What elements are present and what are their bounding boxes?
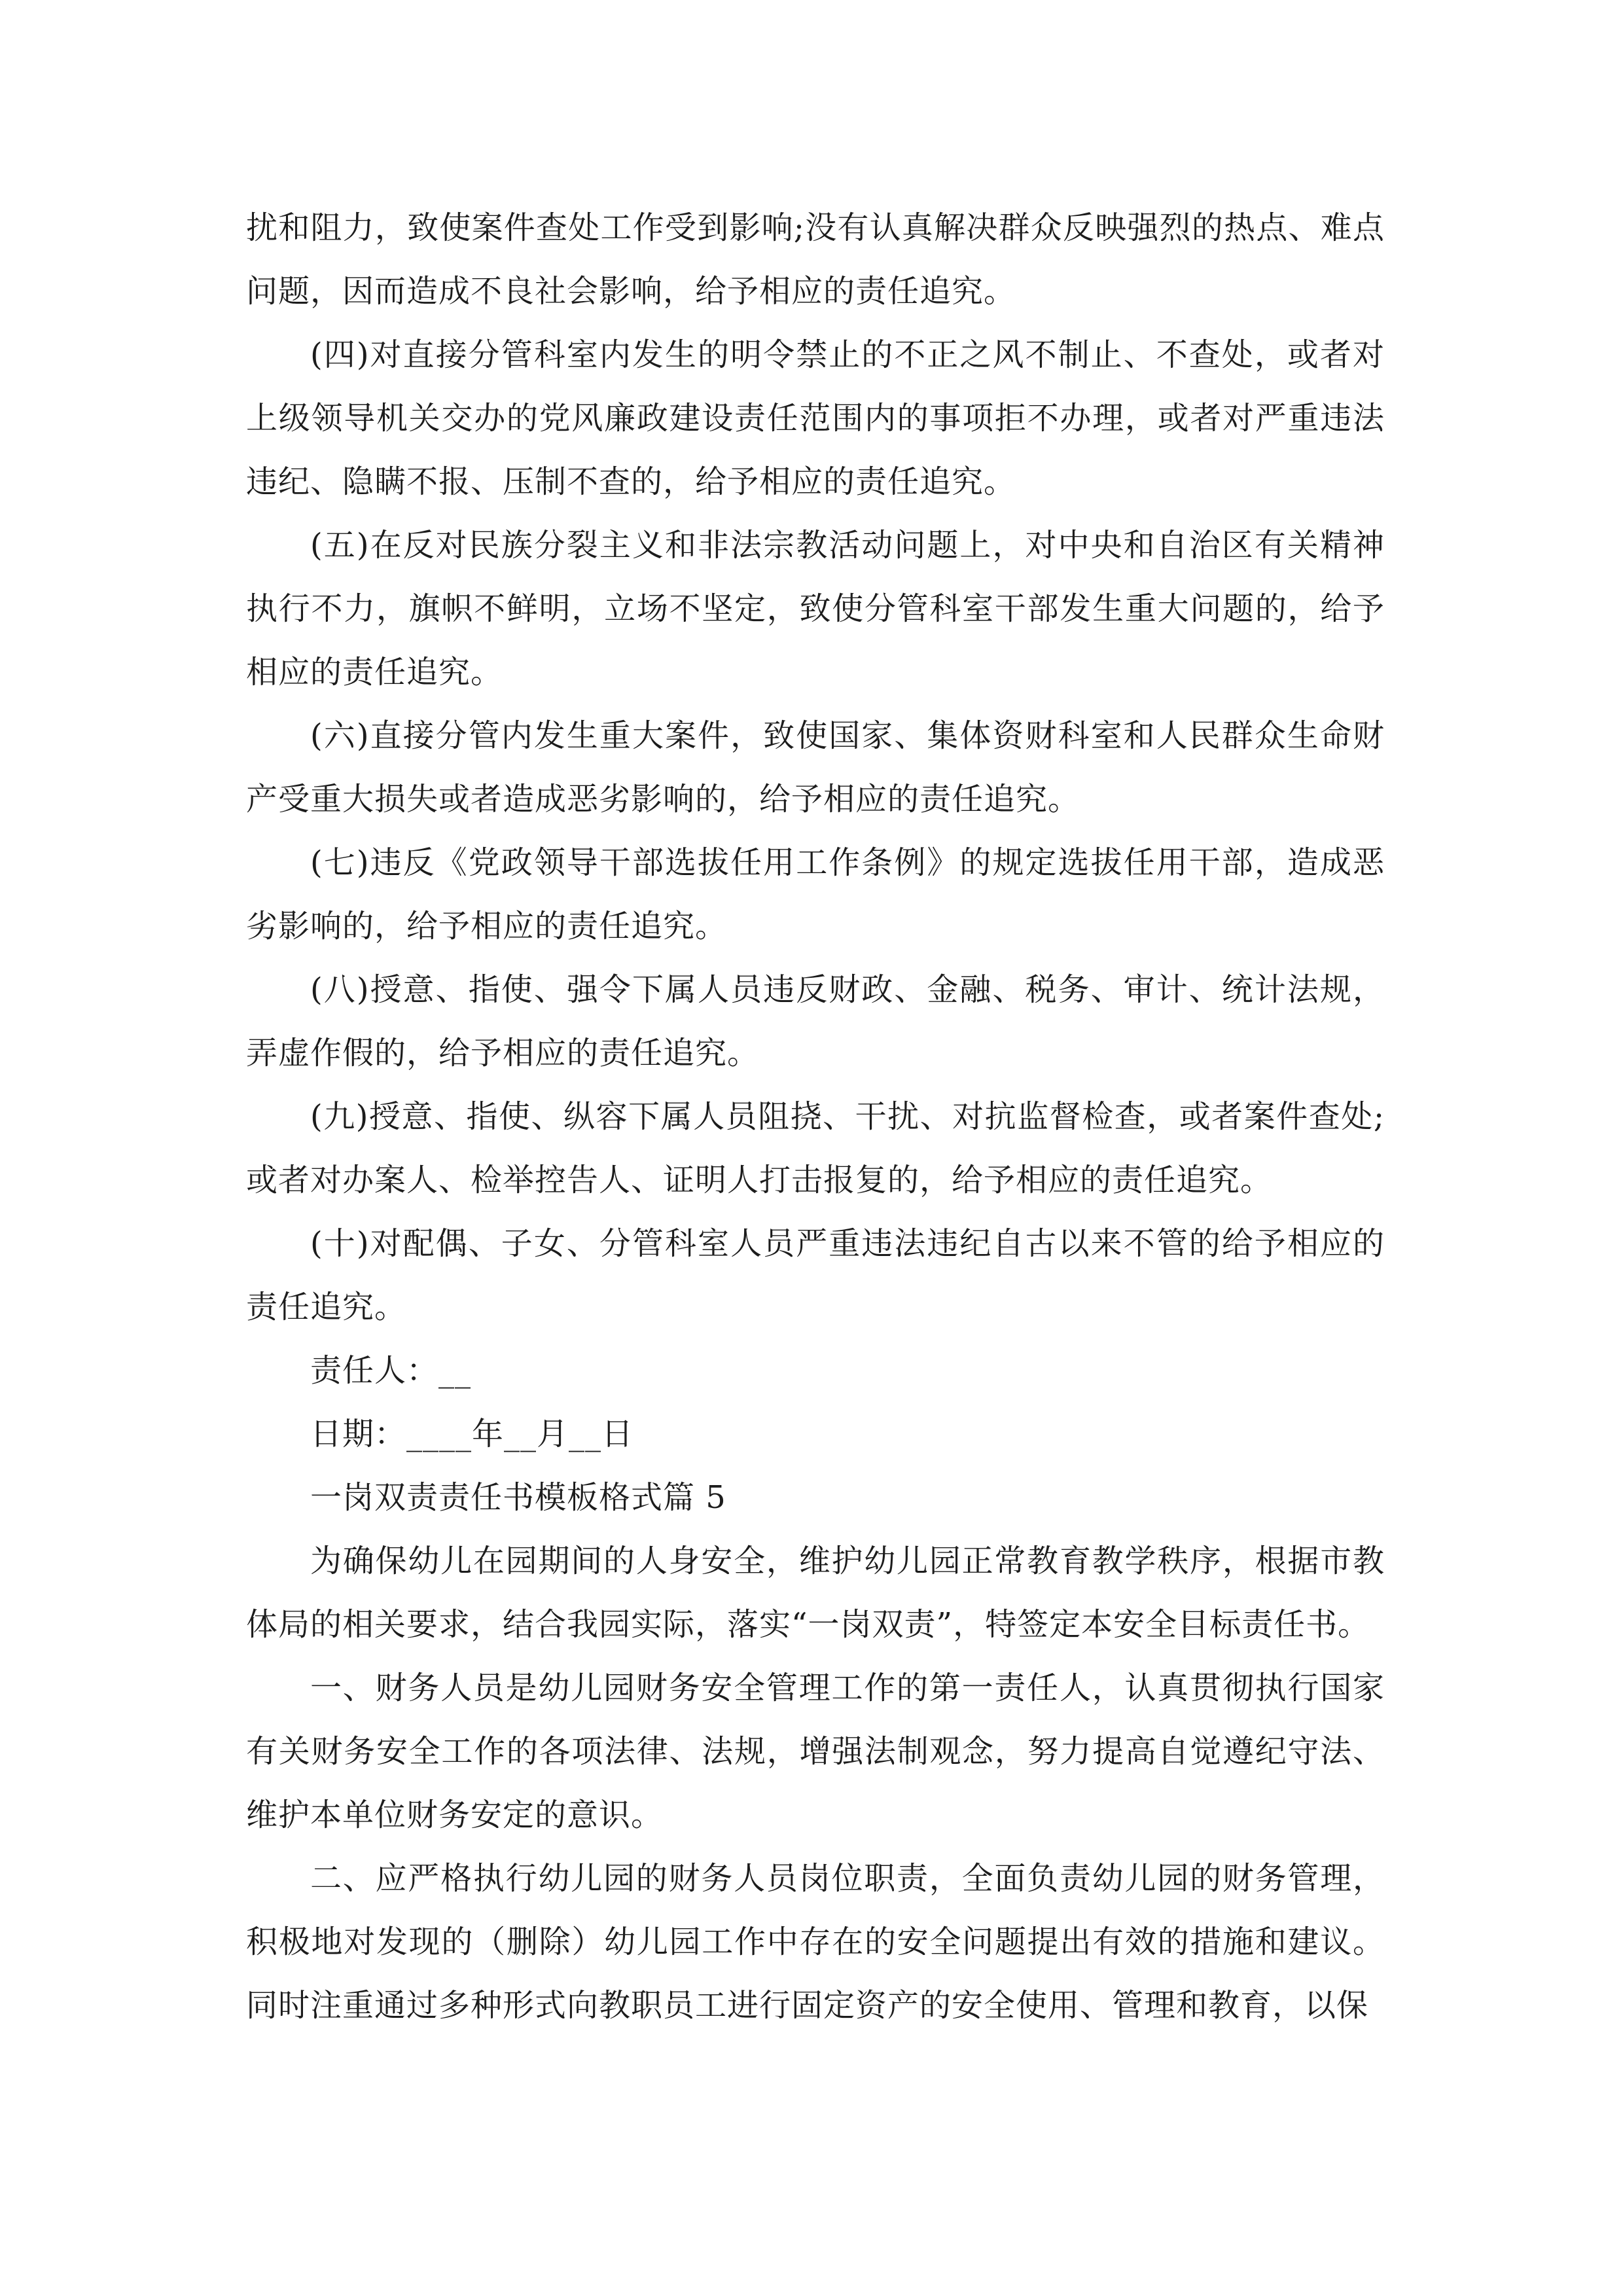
paragraph: 一、财务人员是幼儿园财务安全管理工作的第一责任人，认真贯彻执行国家有关财务安全工作的各项法律、法规，增强法制观念，努力提高自觉遵纪守法、维护本单位财务安定的意识。 (246, 1670, 1385, 1833)
paragraph: (八)授意、指使、强令下属人员违反财政、金融、税务、审计、统计法规，弄虚作假的，给予相应的责任追究。 (246, 971, 1385, 1071)
date-line: 日期：____年__月__日 (310, 1416, 634, 1452)
paragraph: (四)对直接分管科室内发生的明令禁止的不正之风不制止、不查处，或者对上级领导机关交办的党风廉政建设责任范围内的事项拒不办理，或者对严重违法违纪、隐瞒不报、压制不查的，给予相应的责任追究。 (246, 336, 1385, 500)
document-body (246, 196, 1385, 2037)
paragraph: 扰和阻力，致使案件查处工作受到影响;没有认真解决群众反映强烈的热点、难点问题，因而造成不良社会影响，给予相应的责任追究。 (246, 209, 1385, 310)
paragraph: (六)直接分管内发生重大案件，致使国家、集体资财科室和人民群众生命财产受重大损失或者造成恶劣影响的，给予相应的责任追究。 (246, 717, 1385, 817)
section-title: 一岗双责责任书模板格式篇 5 (310, 1479, 726, 1516)
paragraph: (九)授意、指使、纵容下属人员阻挠、干扰、对抗监督检查，或者案件查处;或者对办案人、检举控告人、证明人打击报复的，给予相应的责任追究。 (246, 1098, 1385, 1198)
paragraph: (七)违反《党政领导干部选拔任用工作条例》的规定选拔任用干部，造成恶劣影响的，给予相应的责任追究。 (246, 844, 1385, 944)
paragraph: 为确保幼儿在园期间的人身安全，维护幼儿园正常教育教学秩序，根据市教体局的相关要求，结合我园实际，落实“一岗双责”，特签定本安全目标责任书。 (246, 1543, 1385, 1643)
paragraph: 二、应严格执行幼儿园的财务人员岗位职责，全面负责幼儿园的财务管理，积极地对发现的（删除）幼儿园工作中存在的安全问题提出有效的措施和建议。同时注重通过多种形式向教职员工进行固定资产的安全使用、管理和教育，以保 (246, 1860, 1385, 2024)
paragraph: (五)在反对民族分裂主义和非法宗教活动问题上，对中央和自治区有关精神执行不力，旗帜不鲜明，立场不坚定，致使分管科室干部发生重大问题的，给予相应的责任追究。 (246, 527, 1385, 691)
signature-line: 责任人：__ (310, 1352, 472, 1389)
paragraph: (十)对配偶、子女、分管科室人员严重违法违纪自古以来不管的给予相应的责任追究。 (246, 1225, 1385, 1325)
